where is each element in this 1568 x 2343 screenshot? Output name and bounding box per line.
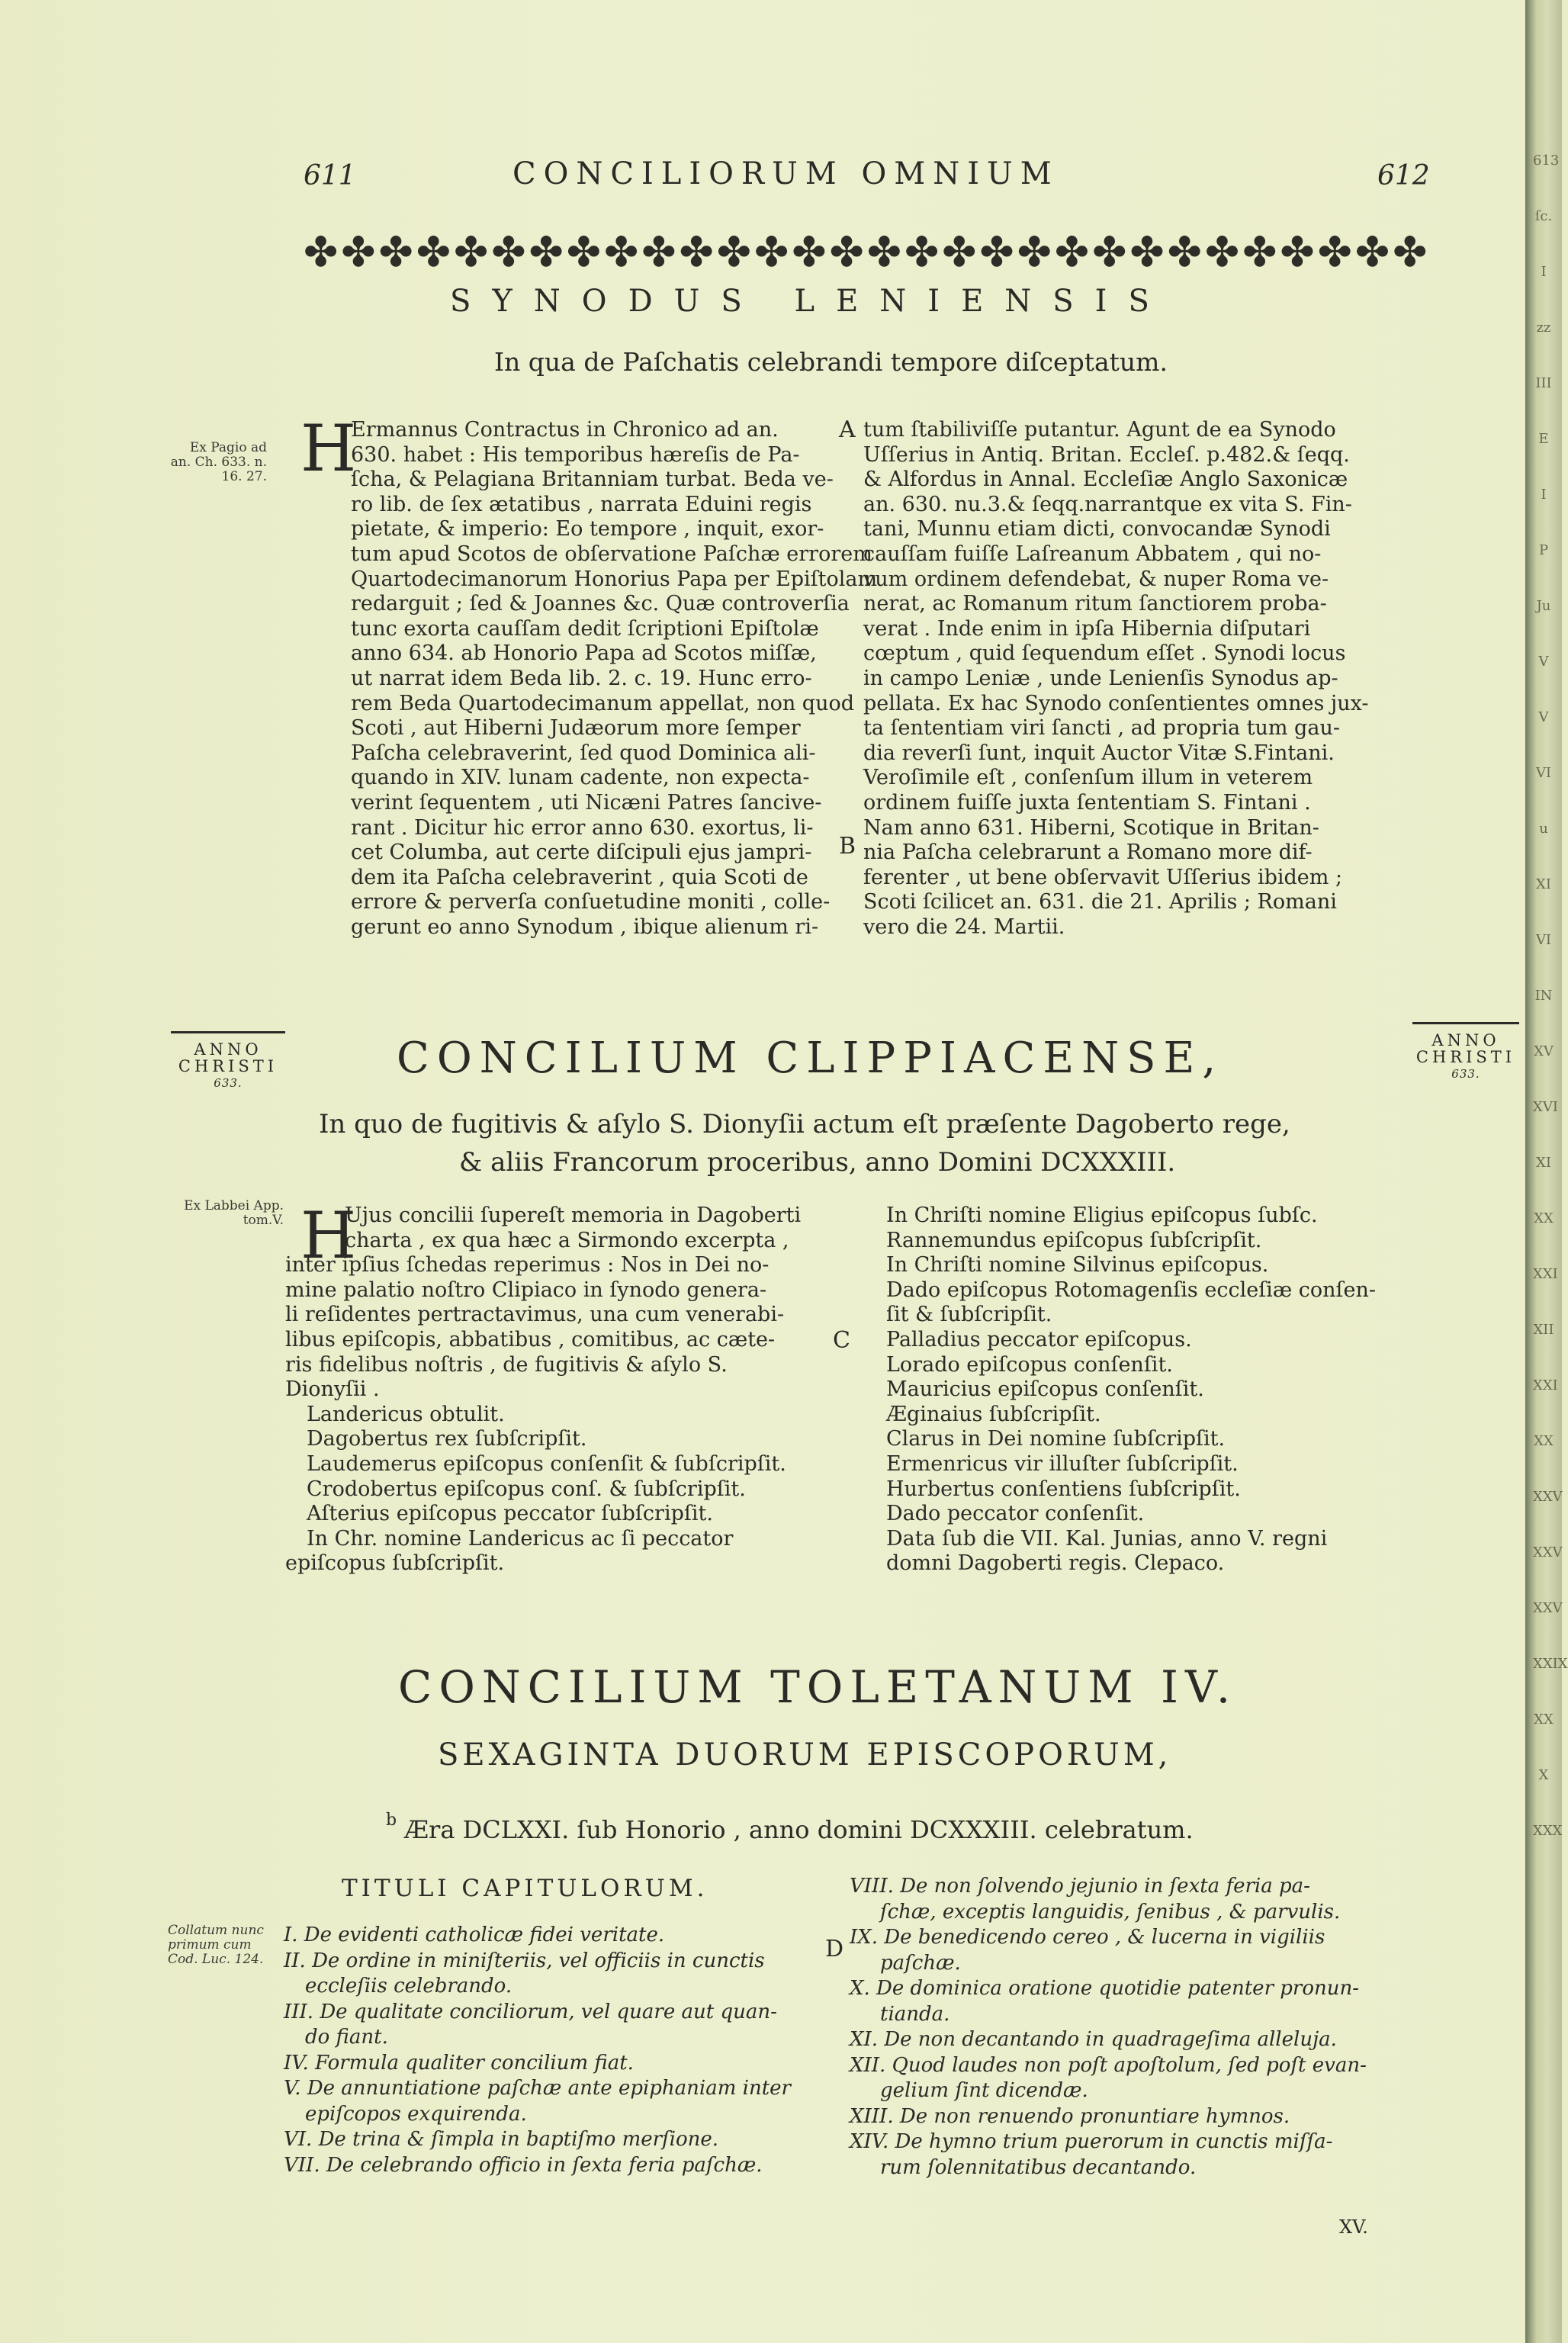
- toc-item: VIII. De non ſolvendo jejunio in ſexta feria pa-: [850, 1875, 1310, 1898]
- toc-item: gelium ſint dicendæ.: [880, 2079, 1088, 2102]
- text-line: verint ſequentem , uti Nicæni Patres ſancive-: [351, 790, 822, 815]
- text-line: Æginaius ſubſcripſit.: [886, 1402, 1101, 1426]
- text-line: ro lib. de ſex ætatibus , narrata Eduini regis: [351, 492, 812, 516]
- text-line: ferenter , ut bene obſervavit Uſſerius ibidem ;: [863, 865, 1343, 889]
- toc-item: eccleſiis celebrando.: [305, 1975, 512, 1997]
- toc-item: III. De qualitate conciliorum, vel quare aut quan-: [284, 2000, 777, 2023]
- text-line: & Alfordus in Annal. Eccleſiæ Anglo Saxonicæ: [863, 468, 1348, 492]
- text-line: Landericus obtulit.: [307, 1402, 505, 1426]
- text-line: an. 630. nu.3.& ſeqq.narrantque ex vita S. Fin-: [863, 492, 1352, 516]
- christi-label: CHRISTI: [178, 1057, 278, 1075]
- text-line: dem ita Paſcha celebraverint , quia Scoti de: [351, 865, 808, 889]
- edge-mark: VI: [1535, 765, 1552, 781]
- anno-year: 633.: [214, 1076, 243, 1090]
- text-line: Palladius peccator epiſcopus.: [886, 1327, 1192, 1351]
- toc-item: tianda.: [880, 2002, 950, 2026]
- edge-mark: XX: [1534, 1210, 1554, 1226]
- side-letter-b: B: [839, 833, 856, 860]
- edge-mark: XXX: [1533, 1823, 1563, 1839]
- text-line: Uſſerius in Antiq. Britan. Eccleſ. p.482.& ſeqq.: [863, 442, 1350, 467]
- toc-item: VII. De celebrando officio in ſexta feria paſchæ.: [284, 2153, 763, 2177]
- toc-heading: TITULI CAPITULORUM.: [342, 1875, 708, 1902]
- toletanum-era-line: Æra DCLXXI. ſub Honorio , anno domini DCXXXIII. celebratum.: [404, 1815, 1194, 1844]
- text-line: nia Paſcha celebrarunt a Romano more dif-: [863, 840, 1313, 865]
- toc-item: do fiant.: [305, 2026, 388, 2049]
- text-line: li reſidentes pertractavimus, una cum venerabi-: [285, 1303, 785, 1327]
- text-line: Nam anno 631. Hiberni, Scotique in Britan-: [863, 815, 1319, 840]
- text-line: ordinem fuiſſe juxta ſententiam S. Fintani .: [863, 790, 1311, 815]
- toc-item: IV. Formula qualiter concilium fiat.: [284, 2051, 634, 2075]
- edge-mark: E: [1538, 431, 1549, 447]
- anno-rule: [1412, 1022, 1519, 1024]
- text-line: tani, Munnu etiam dicti, convocandæ Synodi: [863, 517, 1331, 542]
- adjacent-page-marks: [1533, 153, 1568, 2212]
- toletanum-margin-note: Collatum nunc primum cum Cod. Luc. 124.: [168, 1923, 264, 1967]
- anno-rule: [171, 1031, 285, 1033]
- toc-item: ſchæ, exceptis languidis, ſenibus , & parvulis.: [880, 1900, 1341, 1924]
- text-line: inter ipſius ſchedas reperimus : Nos in Dei no-: [285, 1253, 770, 1278]
- edge-mark: V: [1538, 654, 1549, 670]
- toc-item: XI. De non decantando in quadrageſima alleluja.: [850, 2028, 1337, 2051]
- toc-item: rum ſolennitatibus decantando.: [880, 2155, 1197, 2179]
- text-line: ſit & ſubſcripſit.: [886, 1303, 1052, 1327]
- text-line: rant . Dicitur hic error anno 630. exortus, li-: [351, 815, 814, 840]
- text-line: In Chriſti nomine Eligius epiſcopus ſubſc.: [886, 1204, 1318, 1227]
- text-line: Dado epiſcopus Rotomagenſis eccleſiæ conſen-: [886, 1278, 1377, 1302]
- anno-label: ANNO: [1431, 1031, 1500, 1049]
- text-line: Scoti ſcilicet an. 631. die 21. Aprilis ; Romani: [863, 890, 1337, 914]
- side-letter-d: D: [825, 1936, 844, 1962]
- clippiacense-left-column: [285, 1204, 831, 1576]
- text-line: ta ſententiam viri ſancti , ad propria tum gau-: [863, 716, 1340, 741]
- edge-mark: XXV: [1533, 1544, 1563, 1560]
- edge-mark: V: [1538, 709, 1549, 725]
- edge-mark: XVI: [1533, 1099, 1558, 1115]
- text-line: In Chriſti nomine Silvinus epiſcopus.: [886, 1253, 1269, 1278]
- text-line: Hurbertus conſentiens ſubſcripſit.: [886, 1477, 1241, 1501]
- toc-item: XIV. De hymno trium puerorum in cunctis miſſa-: [850, 2130, 1333, 2153]
- synod-left-column: [351, 418, 878, 940]
- left-page-number: 611: [304, 160, 356, 191]
- clippiacense-right-column: [886, 1204, 1412, 1576]
- text-line: gerunt eo anno Synodum , ibique alienum ri-: [351, 914, 819, 939]
- text-line: cauſſam fuiſſe Laſreanum Abbatem , qui no-: [863, 542, 1322, 566]
- synod-subtitle: In qua de Paſchatis celebrandi tempore diſceptatum.: [494, 347, 1168, 377]
- text-line: dia reverſi ſunt, inquit Auctor Vitæ S.Fintani.: [863, 741, 1335, 765]
- toletanum-subtitle: SEXAGINTA DUORUM EPISCOPORUM,: [438, 1737, 1172, 1773]
- text-line: Clarus in Dei nomine ſubſcripſit.: [886, 1427, 1226, 1451]
- book-edge: [1525, 0, 1568, 2343]
- edge-mark: zz: [1536, 320, 1551, 336]
- text-line: Quartodecimanorum Honorius Papa per Epiſtolam: [351, 567, 878, 591]
- text-line: errore & perverſa conſuetudine moniti , colle-: [351, 890, 831, 914]
- clippiacense-dropcap: H: [300, 1198, 357, 1273]
- text-line: Laudemerus epiſcopus conſenſit & ſubſcripſit.: [307, 1451, 786, 1476]
- text-line: ris fidelibus noſtris , de fugitivis & aſylo S.: [285, 1352, 728, 1377]
- text-line: mine palatio noſtro Clipiaco in ſynodo genera-: [285, 1278, 767, 1302]
- edge-mark: Ju: [1536, 598, 1551, 614]
- anno-christi-right: [1412, 1022, 1519, 1082]
- christi-label: CHRISTI: [1415, 1048, 1516, 1066]
- edge-mark: XXI: [1533, 1377, 1558, 1393]
- text-line: Scoti , aut Hiberni Judæorum more ſemper: [351, 716, 801, 741]
- text-line: quando in XIV. lunam cadente, non expecta-: [351, 766, 810, 790]
- edge-mark: XV: [1534, 1043, 1554, 1059]
- text-line: domni Dagoberti regis. Clepaco.: [886, 1551, 1225, 1576]
- anno-label: ANNO: [194, 1040, 262, 1059]
- text-line: Data ſub die VII. Kal. Junias, anno V. regni: [886, 1526, 1328, 1551]
- text-line: Dionyſii .: [285, 1377, 380, 1402]
- text-line: Rannemundus epiſcopus ſubſcripſit.: [886, 1228, 1262, 1252]
- edge-mark: XXIX: [1533, 1656, 1568, 1672]
- ornament-band: ✤✤✤✤✤✤✤✤✤✤✤✤✤✤✤✤✤✤✤✤✤✤✤✤✤✤✤✤✤✤: [304, 228, 1431, 276]
- text-line: In Chr. nomine Landericus ac ſi peccator: [307, 1526, 734, 1551]
- text-line: vero die 24. Martii.: [863, 914, 1065, 939]
- text-line: redarguit ; ſed & Joannes &c. Quæ controverſia: [351, 592, 850, 616]
- text-line: pietate, & imperio: Eo tempore , inquit, exor-: [351, 517, 824, 542]
- edge-mark: X: [1538, 1767, 1549, 1783]
- text-line: rem Beda Quartodecimanum appellat, non quod: [351, 691, 855, 715]
- text-line: charta , ex qua hæc a Sirmondo excerpta ,: [345, 1228, 789, 1252]
- toc-item: X. De dominica oratione quotidie patenter pronun-: [850, 1977, 1360, 2000]
- edge-mark: 613: [1533, 153, 1560, 169]
- edge-mark: I: [1541, 487, 1547, 503]
- text-line: ut narrat idem Beda lib. 2. c. 19. Hunc erro-: [351, 666, 812, 690]
- toletanum-title: CONCILIUM TOLETANUM IV.: [398, 1661, 1238, 1713]
- text-line: Dado peccator conſenſit.: [886, 1502, 1145, 1526]
- clippiacense-subtitle-1: In quo de fugitivis & aſylo S. Dionyſii actum eſt præſente Dagoberto rege,: [319, 1109, 1290, 1139]
- clippiacense-subtitle-2: & aliis Francorum proceribus, anno Domini DCXXXIII.: [459, 1147, 1176, 1178]
- edge-mark: XXV: [1533, 1489, 1563, 1505]
- text-line: cœptum , quid ſequendum eſſet . Synodi locus: [863, 641, 1346, 666]
- text-line: anno 634. ab Honorio Papa ad Scotos miſſæ,: [351, 641, 817, 666]
- edge-mark: XII: [1533, 1322, 1554, 1338]
- text-line: Lorado epiſcopus conſenſit.: [886, 1352, 1173, 1377]
- toc-item: IX. De benedicendo cereo , & lucerna in vigiliis: [850, 1926, 1325, 1949]
- footnote-mark: b: [386, 1811, 397, 1830]
- toc-item: VI. De trina & ſimpla in baptiſmo merſione.: [284, 2128, 719, 2151]
- toc-item: XII. Quod laudes non poſt apoſtolum, ſed poſt evan-: [850, 2053, 1367, 2077]
- clippiacense-margin-note: Ex Labbei App. tom.V.: [184, 1198, 284, 1228]
- edge-mark: P: [1538, 542, 1549, 558]
- edge-mark: XI: [1536, 1155, 1551, 1171]
- edge-mark: VI: [1535, 932, 1552, 948]
- toc-item: XIII. De non renuendo pronuntiare hymnos.: [850, 2104, 1290, 2128]
- edge-mark: XXV: [1533, 1600, 1563, 1616]
- edge-mark: XXI: [1533, 1266, 1558, 1282]
- text-line: Mauricius epiſcopus conſenſit.: [886, 1377, 1204, 1402]
- toc-item: paſchæ.: [880, 1951, 961, 1975]
- text-line: tum ſtabiliviſſe putantur. Agunt de ea Synodo: [863, 418, 1336, 442]
- text-line: verat . Inde enim in ipſa Hibernia diſputari: [863, 616, 1311, 641]
- right-page-number: 612: [1377, 160, 1430, 191]
- text-line: 630. habet : His temporibus hæreſis de Pa-: [351, 442, 800, 467]
- edge-mark: ſc.: [1534, 208, 1553, 224]
- edge-mark: IN: [1534, 988, 1553, 1004]
- text-line: tum apud Scotos de obſervatione Paſchæ errorem: [351, 542, 872, 566]
- toc-item: I. De evidenti catholicæ fidei veritate.: [284, 1924, 665, 1946]
- toc-item: epiſcopos exquirenda.: [305, 2102, 527, 2126]
- synod-margin-note: Ex Pagio ad an. Ch. 633. n. 16. 27.: [170, 440, 267, 484]
- running-title: CONCILIORUM OMNIUM: [512, 156, 1059, 191]
- toc-item: II. De ordine in miniſteriis, vel officiis in cunctis: [284, 1949, 765, 1972]
- side-letter-a: A: [839, 416, 856, 443]
- text-line: pellata. Ex hac Synodo conſentientes omnes jux-: [863, 691, 1369, 715]
- edge-mark: XX: [1534, 1433, 1554, 1449]
- text-line: tunc exorta cauſſam dedit ſcriptioni Epiſtolæ: [351, 616, 819, 641]
- text-line: vum ordinem defendebat, & nuper Roma ve-: [863, 567, 1329, 591]
- synod-title: SYNODUS LENIENSIS: [450, 284, 1171, 319]
- edge-mark: XX: [1534, 1711, 1554, 1728]
- text-line: nerat, ac Romanum ritum ſanctiorem proba-: [863, 592, 1327, 616]
- edge-mark: III: [1535, 375, 1552, 391]
- text-line: epiſcopus ſubſcripſit.: [285, 1551, 505, 1576]
- anno-christi-left: [171, 1031, 285, 1091]
- text-line: Ujus concilii ſupereſt memoria in Dagoberti: [345, 1204, 802, 1227]
- text-line: in campo Leniæ , unde Lenienſis Synodus ap-: [863, 666, 1338, 690]
- toc-item: V. De annuntiatione paſchæ ante epiphaniam inter: [284, 2077, 791, 2100]
- text-line: Crodobertus epiſcopus conſ. & ſubſcripſit.: [307, 1477, 746, 1501]
- synod-right-column: [863, 418, 1412, 940]
- text-line: Aſterius epiſcopus peccator ſubſcripſit.: [307, 1502, 713, 1526]
- synod-dropcap: H: [300, 411, 357, 486]
- text-line: Dagobertus rex ſubſcripſit.: [307, 1427, 587, 1451]
- text-line: Ermannus Contractus in Chronico ad an.: [351, 418, 779, 442]
- text-line: libus epiſcopis, abbatibus , comitibus, ac cæte-: [285, 1327, 776, 1351]
- catchword: XV.: [1339, 2216, 1368, 2238]
- text-line: Paſcha celebraverint, ſed quod Dominica ali-: [351, 741, 816, 765]
- clippiacense-title: CONCILIUM CLIPPIACENSE,: [397, 1033, 1224, 1083]
- text-line: Ermenricus vir illuſter ſubſcripſit.: [886, 1451, 1239, 1476]
- text-line: cet Columba, aut certe diſcipuli ejus jampri-: [351, 840, 812, 865]
- edge-mark: XI: [1536, 876, 1551, 892]
- edge-mark: u: [1539, 821, 1548, 837]
- anno-year: 633.: [1451, 1067, 1480, 1081]
- text-line: ſcha, & Pelagiana Britanniam turbat. Beda ve-: [351, 468, 834, 492]
- text-line: Veroſimile eſt , conſenſum illum in veterem: [863, 766, 1313, 790]
- edge-mark: I: [1541, 264, 1547, 280]
- side-letter-c: C: [833, 1327, 850, 1354]
